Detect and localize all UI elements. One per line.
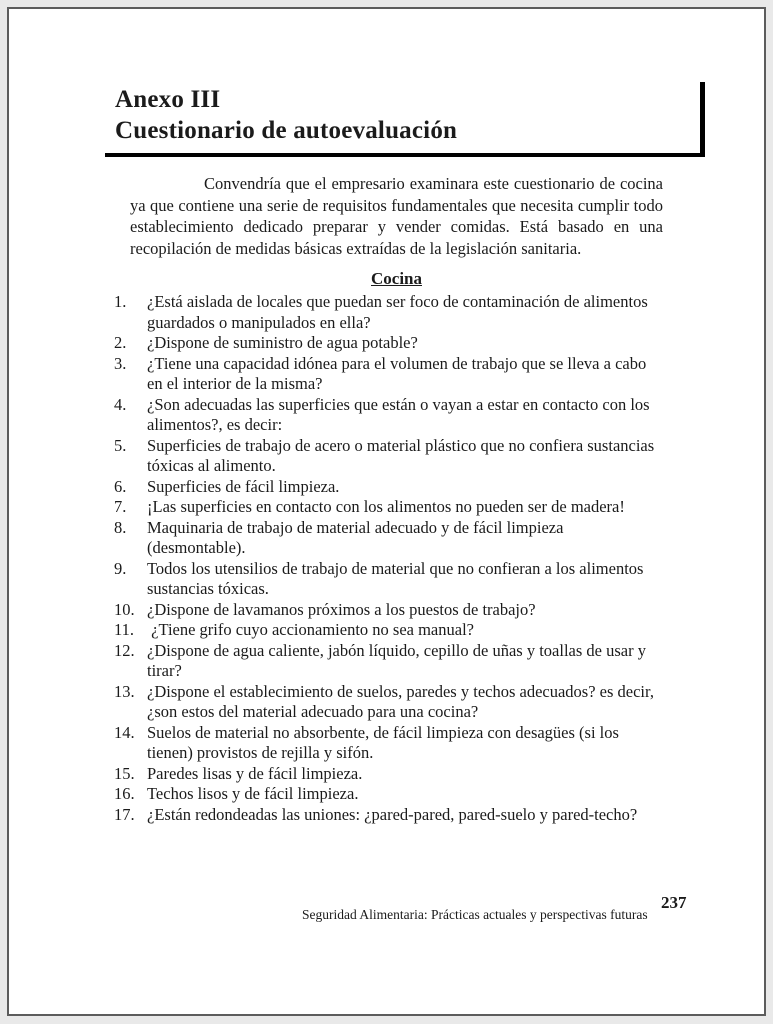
item-text: Superficies de trabajo de acero o material plástico que no confiera sustancias tóxicas al alimento. bbox=[147, 435, 659, 475]
item-number: 5. bbox=[114, 435, 127, 455]
item-text: ¿Dispone de lavamanos próximos a los puestos de trabajo? bbox=[147, 599, 536, 619]
list-item bbox=[114, 477, 764, 498]
item-text: Suelos de material no absorbente, de fácil limpieza con desagües (si los tienen) provistos de rejilla y sifón. bbox=[147, 722, 624, 762]
item-number: 17. bbox=[114, 804, 135, 824]
item-number: 7. bbox=[114, 497, 127, 516]
item-number: 12. bbox=[114, 640, 135, 660]
list-item bbox=[114, 292, 764, 333]
document-page bbox=[7, 7, 766, 1016]
list-item bbox=[114, 497, 764, 518]
item-text: Techos lisos y de fácil limpieza. bbox=[147, 784, 359, 803]
item-number: 10. bbox=[114, 599, 135, 619]
list-item bbox=[114, 682, 764, 723]
item-number: 8. bbox=[114, 517, 127, 537]
page-title-line1: Anexo III bbox=[115, 86, 221, 113]
item-text: ¿Tiene una capacidad idónea para el volumen de trabajo que se lleva a cabo en el interior de la misma? bbox=[147, 353, 651, 393]
questionnaire-list bbox=[114, 292, 764, 825]
page-number: 237 bbox=[661, 893, 687, 912]
list-item bbox=[114, 805, 764, 826]
list-item bbox=[114, 354, 764, 395]
item-number: 4. bbox=[114, 394, 127, 414]
section-heading: Cocina bbox=[371, 269, 422, 288]
list-item bbox=[114, 600, 764, 621]
item-text: Todos los utensilios de trabajo de material que no confieran a los alimentos sustancias tóxicas. bbox=[147, 558, 648, 598]
item-text: Superficies de fácil limpieza. bbox=[147, 476, 340, 496]
list-item bbox=[114, 620, 764, 641]
footer-text: Seguridad Alimentaria: Prácticas actuales y perspectivas futuras bbox=[302, 907, 648, 922]
item-number: 3. bbox=[114, 353, 127, 373]
list-item bbox=[114, 333, 764, 354]
item-number: 14. bbox=[114, 722, 135, 742]
item-number: 16. bbox=[114, 784, 135, 803]
item-text: ¿Tiene grifo cuyo accionamiento no sea manual? bbox=[147, 620, 474, 639]
item-number: 2. bbox=[114, 333, 127, 352]
list-item bbox=[114, 395, 764, 436]
list-item bbox=[114, 518, 764, 559]
page-title-line2: Cuestionario de autoevaluación bbox=[115, 117, 458, 144]
item-text: ¿Dispone de suministro de agua potable? bbox=[147, 333, 418, 352]
list-item bbox=[114, 723, 764, 764]
item-text: Paredes lisas y de fácil limpieza. bbox=[147, 763, 363, 783]
item-text: ¡Las superficies en contacto con los alimentos no pueden ser de madera! bbox=[147, 497, 625, 516]
item-text: ¿Dispone de agua caliente, jabón líquido, cepillo de uñas y toallas de usar y tirar? bbox=[147, 640, 651, 680]
item-text: ¿Dispone el establecimiento de suelos, paredes y techos adecuados? es decir, ¿son estos del material adecuado para una cocina? bbox=[147, 681, 659, 721]
list-item bbox=[114, 436, 764, 477]
item-text: ¿Están redondeadas las uniones: ¿pared-pared, pared-suelo y pared-techo? bbox=[147, 804, 638, 824]
item-number: 1. bbox=[114, 292, 127, 311]
item-number: 15. bbox=[114, 763, 135, 783]
title-block bbox=[105, 82, 705, 157]
item-number: 13. bbox=[114, 681, 135, 701]
item-text: ¿Está aislada de locales que puedan ser foco de contaminación de alimentos guardados o manipulados en ella? bbox=[147, 292, 652, 332]
item-number: 6. bbox=[114, 476, 127, 496]
list-item bbox=[114, 764, 764, 785]
list-item bbox=[114, 641, 764, 682]
item-text: ¿Son adecuadas las superficies que están o vayan a estar en contacto con los alimentos?, es decir: bbox=[147, 394, 654, 434]
section-heading-wrap bbox=[130, 269, 663, 289]
list-item bbox=[114, 784, 764, 805]
intro-paragraph: Convendría que el empresario examinara este cuestionario de cocina ya que contiene una serie de requisitos fundamentales que necesita cumplir todo establecimiento dedicado preparar y vender comidas. Está basado en una recopilación de medidas básicas extraídas de la legislación sanitaria. bbox=[130, 174, 663, 258]
list-item bbox=[114, 559, 764, 600]
item-number: 9. bbox=[114, 558, 127, 578]
item-text: Maquinaria de trabajo de material adecuado y de fácil limpieza (desmontable). bbox=[147, 517, 568, 557]
item-number: 11. bbox=[114, 620, 135, 639]
